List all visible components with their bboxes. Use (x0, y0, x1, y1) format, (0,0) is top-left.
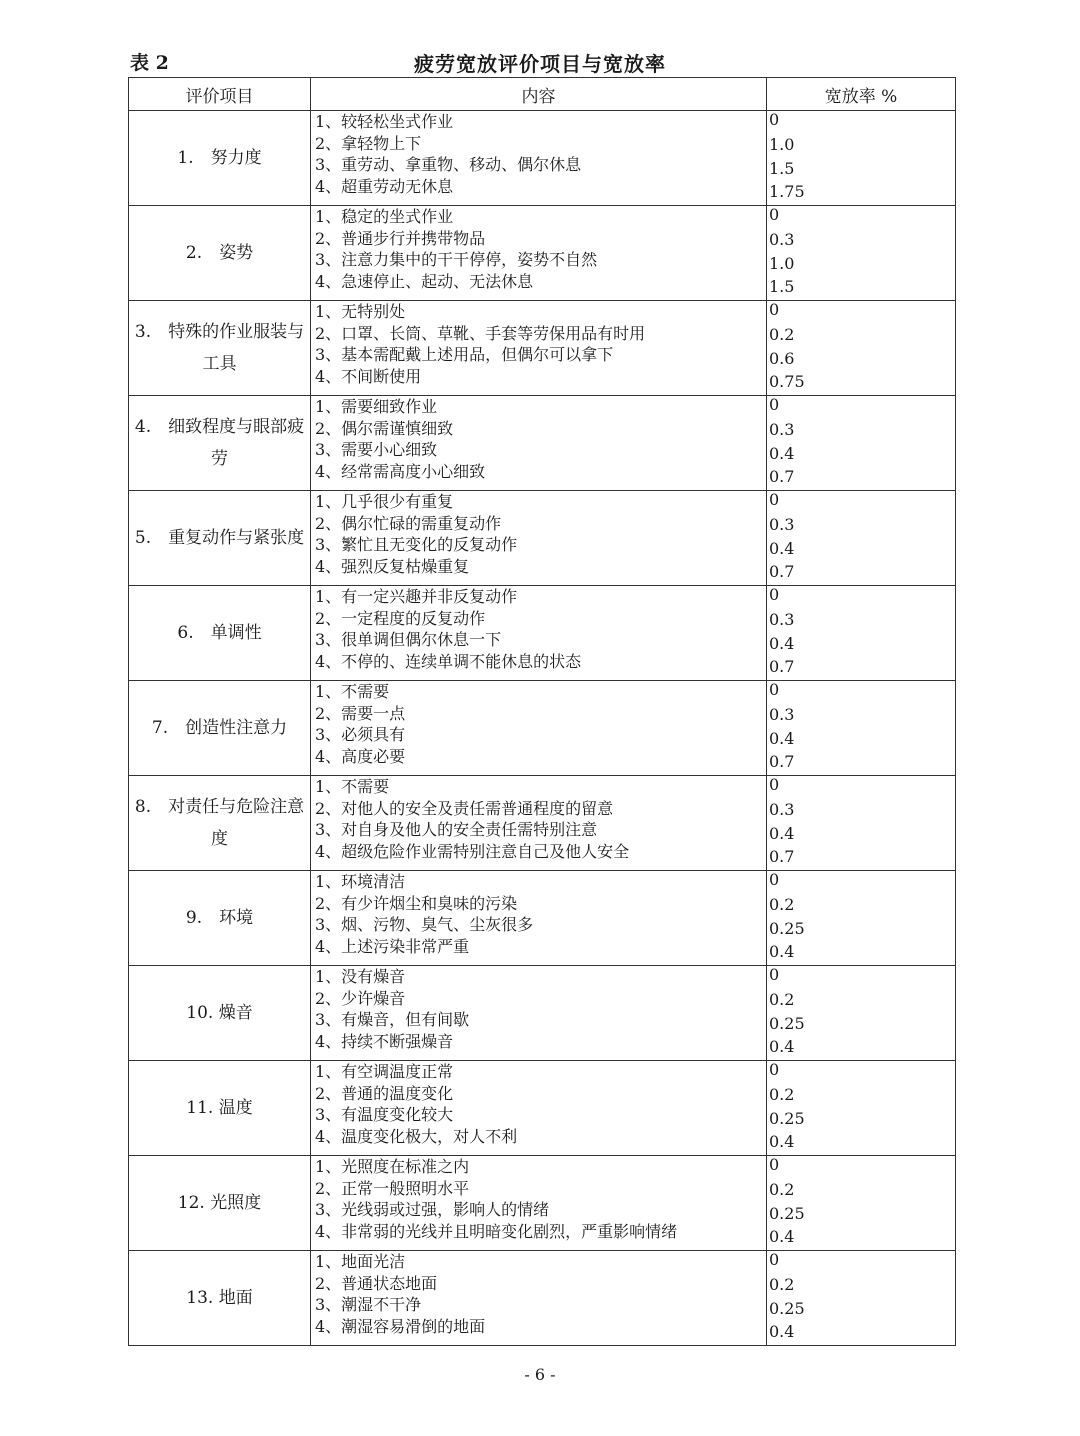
content-line: 4、非常弱的光线并且明暗变化剧烈，严重影响情绪 (315, 1221, 678, 1241)
content-cell (311, 776, 767, 871)
content-line: 2、对他人的安全及责任需普通程度的留意 (315, 798, 614, 818)
rate-value: 0.2 (769, 1180, 795, 1199)
rate-value: 0.3 (769, 705, 795, 724)
evaluation-item: 10. 燥音 (129, 966, 311, 1061)
rate-value: 0.7 (769, 752, 795, 771)
rate-value: 0.7 (769, 657, 795, 676)
content-line: 4、温度变化极大，对人不利 (315, 1126, 518, 1146)
rate-value: 0 (769, 300, 780, 319)
rate-value: 0 (769, 1250, 780, 1269)
rate-value: 0.25 (769, 1108, 805, 1128)
rate-cell (767, 111, 956, 206)
rate-value: 0.25 (769, 1298, 805, 1318)
rate-value: 0 (769, 775, 780, 794)
rate-value: 0.4 (769, 633, 795, 653)
rate-value: 0.3 (769, 420, 795, 439)
evaluation-item: 2. 姿势 (129, 206, 311, 301)
evaluation-item: 11. 温度 (129, 1061, 311, 1156)
rate-value: 0.4 (769, 1037, 795, 1056)
rate-value: 0.25 (769, 918, 805, 938)
rate-value: 0.7 (769, 562, 795, 581)
content-line: 1、稳定的坐式作业 (315, 207, 454, 226)
rate-value: 1.5 (769, 158, 795, 178)
rate-value: 0.3 (769, 515, 795, 534)
rate-value: 0 (769, 395, 780, 414)
content-line: 3、有温度变化较大 (315, 1105, 454, 1124)
content-cell (311, 871, 767, 966)
content-line: 2、拿轻物上下 (315, 133, 422, 153)
content-line: 4、经常需高度小心细致 (315, 461, 486, 481)
table-row (129, 301, 956, 396)
rate-cell (767, 871, 956, 966)
content-line: 4、急速停止、起动、无法休息 (315, 271, 534, 291)
rate-value: 0.4 (769, 1322, 795, 1341)
content-line: 1、不需要 (315, 777, 390, 796)
content-cell (311, 1156, 767, 1251)
rate-value: 1.0 (769, 253, 795, 273)
content-line: 1、地面光洁 (315, 1252, 406, 1271)
table-row (129, 1156, 956, 1251)
rate-value: 0.4 (769, 942, 795, 961)
content-line: 2、口罩、长筒、草靴、手套等劳保用品有时用 (315, 323, 646, 343)
rate-value: 0.4 (769, 1132, 795, 1151)
content-line: 4、不停的、连续单调不能休息的状态 (315, 651, 582, 671)
content-line: 1、没有燥音 (315, 967, 406, 986)
content-line: 3、需要小心细致 (315, 440, 438, 459)
header-item: 评价项目 (129, 78, 311, 111)
table-row (129, 396, 956, 491)
content-line: 4、强烈反复枯燥重复 (315, 556, 470, 576)
content-cell (311, 586, 767, 681)
content-line: 2、有少许烟尘和臭味的污染 (315, 893, 518, 913)
table-row (129, 491, 956, 586)
content-line: 3、繁忙且无变化的反复动作 (315, 535, 518, 554)
rate-value: 0.4 (769, 443, 795, 463)
rate-value: 0.3 (769, 800, 795, 819)
rate-value: 1.5 (769, 277, 795, 296)
content-line: 4、持续不断强燥音 (315, 1031, 454, 1051)
rate-cell (767, 681, 956, 776)
content-line: 1、无特别处 (315, 302, 406, 321)
rate-value: 0.4 (769, 823, 795, 843)
rate-value: 0.25 (769, 1013, 805, 1033)
rate-value: 0.2 (769, 1085, 795, 1104)
table-body (129, 111, 956, 1346)
rate-value: 0.7 (769, 847, 795, 866)
rate-value: 0.4 (769, 538, 795, 558)
content-line: 3、光线弱或过强，影响人的情绪 (315, 1200, 550, 1219)
content-line: 4、不间断使用 (315, 366, 422, 386)
rate-value: 0.3 (769, 610, 795, 629)
rate-value: 0 (769, 1155, 780, 1174)
rate-value: 1.75 (769, 182, 805, 201)
content-line: 2、正常一般照明水平 (315, 1178, 470, 1198)
table-row (129, 111, 956, 206)
table-row (129, 586, 956, 681)
content-line: 2、普通步行并携带物品 (315, 228, 486, 248)
rate-cell (767, 206, 956, 301)
rate-value: 0.6 (769, 348, 795, 368)
content-line: 2、普通的温度变化 (315, 1083, 454, 1103)
rate-value: 0 (769, 965, 780, 984)
rate-value: 0.2 (769, 1275, 795, 1294)
content-line: 4、超重劳动无休息 (315, 176, 454, 196)
rate-value: 0.2 (769, 895, 795, 914)
content-line: 2、偶尔忙碌的需重复动作 (315, 513, 502, 533)
rate-value: 0 (769, 870, 780, 889)
content-cell (311, 1061, 767, 1156)
content-line: 1、环境清洁 (315, 872, 406, 891)
evaluation-item: 12. 光照度 (129, 1156, 311, 1251)
rate-value: 0 (769, 490, 780, 509)
table-label: 表 2 (130, 52, 169, 74)
rate-value: 0 (769, 585, 780, 604)
rate-value: 0.3 (769, 230, 795, 249)
content-line: 3、烟、污物、臭气、尘灰很多 (315, 915, 534, 934)
content-cell (311, 1251, 767, 1346)
content-cell (311, 396, 767, 491)
rate-cell (767, 1251, 956, 1346)
evaluation-item: 7. 创造性注意力 (129, 681, 311, 776)
content-line: 2、需要一点 (315, 703, 406, 723)
rate-value: 0 (769, 1060, 780, 1079)
content-line: 3、注意力集中的干干停停，姿势不自然 (315, 250, 598, 269)
header-rate: 宽放率 % (767, 78, 956, 111)
rate-cell (767, 776, 956, 871)
table-row (129, 1251, 956, 1346)
evaluation-item: 4. 细致程度与眼部疲劳 (129, 396, 311, 491)
rate-cell (767, 396, 956, 491)
content-line: 1、较轻松坐式作业 (315, 112, 454, 131)
rate-value: 1.0 (769, 135, 795, 154)
rate-value: 0.4 (769, 728, 795, 748)
content-line: 2、少许燥音 (315, 988, 406, 1008)
content-line: 3、很单调但偶尔休息一下 (315, 630, 502, 649)
rate-cell (767, 301, 956, 396)
content-line: 3、基本需配戴上述用品，但偶尔可以拿下 (315, 345, 614, 364)
rate-cell (767, 966, 956, 1061)
rate-value: 0.75 (769, 372, 805, 391)
content-cell (311, 206, 767, 301)
evaluation-item: 8. 对责任与危险注意度 (129, 776, 311, 871)
table-row (129, 681, 956, 776)
table-header-row (129, 78, 956, 111)
content-line: 1、有空调温度正常 (315, 1062, 454, 1081)
content-line: 1、几乎很少有重复 (315, 492, 454, 511)
rate-cell (767, 1061, 956, 1156)
rate-value: 0.7 (769, 467, 795, 486)
content-line: 2、一定程度的反复动作 (315, 608, 486, 628)
evaluation-item: 5. 重复动作与紧张度 (129, 491, 311, 586)
content-line: 4、超级危险作业需特别注意自己及他人安全 (315, 841, 630, 861)
content-cell (311, 111, 767, 206)
rate-value: 0 (769, 110, 780, 129)
evaluation-item: 9. 环境 (129, 871, 311, 966)
allowance-table (128, 77, 956, 1346)
content-line: 4、高度必要 (315, 746, 406, 766)
table-row (129, 776, 956, 871)
evaluation-item: 1. 努力度 (129, 111, 311, 206)
content-cell (311, 491, 767, 586)
content-line: 3、有燥音，但有间歇 (315, 1010, 470, 1029)
rate-cell (767, 586, 956, 681)
content-line: 4、潮湿容易滑倒的地面 (315, 1316, 486, 1336)
content-line: 2、普通状态地面 (315, 1273, 438, 1293)
rate-value: 0.2 (769, 325, 795, 344)
content-cell (311, 301, 767, 396)
content-line: 3、对自身及他人的安全责任需特别注意 (315, 820, 598, 839)
evaluation-item: 6. 单调性 (129, 586, 311, 681)
rate-value: 0.4 (769, 1227, 795, 1246)
content-line: 1、不需要 (315, 682, 390, 701)
content-cell (311, 681, 767, 776)
content-line: 2、偶尔需谨慎细致 (315, 418, 454, 438)
header-content: 内容 (311, 78, 767, 111)
evaluation-item: 13. 地面 (129, 1251, 311, 1346)
rate-cell (767, 1156, 956, 1251)
page-number: - 6 - (524, 1365, 556, 1384)
content-line: 1、有一定兴趣并非反复动作 (315, 587, 518, 606)
rate-value: 0.2 (769, 990, 795, 1009)
table-row (129, 871, 956, 966)
evaluation-item: 3. 特殊的作业服装与工具 (129, 301, 311, 396)
table-row (129, 1061, 956, 1156)
content-line: 4、上述污染非常严重 (315, 936, 470, 956)
content-cell (311, 966, 767, 1061)
rate-value: 0.25 (769, 1203, 805, 1223)
content-line: 3、重劳动、拿重物、移动、偶尔休息 (315, 155, 582, 174)
table-row (129, 206, 956, 301)
content-line: 1、光照度在标准之内 (315, 1157, 470, 1176)
table-row (129, 966, 956, 1061)
content-line: 3、必须具有 (315, 725, 406, 744)
rate-value: 0 (769, 205, 780, 224)
rate-cell (767, 491, 956, 586)
content-line: 3、潮湿不干净 (315, 1295, 422, 1314)
content-line: 1、需要细致作业 (315, 397, 438, 416)
table-title: 疲劳宽放评价项目与宽放率 (414, 52, 666, 76)
rate-value: 0 (769, 680, 780, 699)
